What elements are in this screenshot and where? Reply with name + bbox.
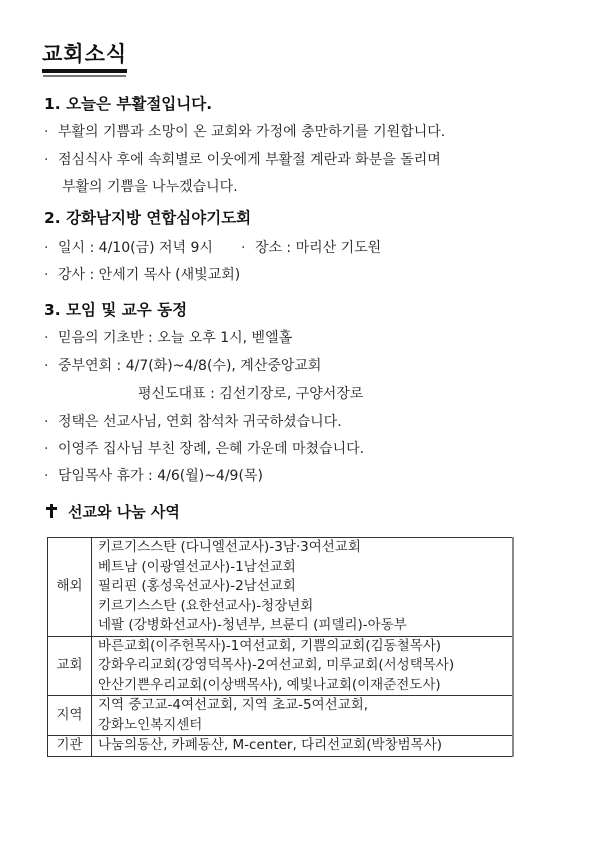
mission-table [47, 537, 514, 757]
bullet: · [44, 441, 49, 457]
bullet: · [240, 240, 246, 256]
list-item: 네팔 (강병화선교사)-청년부, 브룬디 (피델리)-아동부 [98, 617, 407, 633]
category-cell: 기관 [48, 736, 92, 757]
list-item: 강화우리교회(강영덕목사)-2여선교회, 미루교회(서성택목사) [98, 657, 455, 673]
list-item: 바른교회(이주헌목사)-1여선교회, 기쁨의교회(김동철목사) [98, 637, 442, 654]
section-2-heading: 2. 강화남지방 연합심야기도회 [44, 209, 252, 227]
page-title: 교회소식 [42, 42, 127, 73]
event-datetime: 일시 : 4/10(금) 저녁 9시 [58, 240, 213, 256]
list-item: 안산기쁜우리교회(이상백목사), 예빛나교회(이재준전도사) [98, 676, 441, 693]
section-3-line-2: · 중부연회 : 4/7(화)~4/8(수), 계산중앙교회 [44, 358, 322, 374]
list-item: 나눔의동산, 카페동산, M-center, 다리선교회(박창범목사) [98, 737, 443, 753]
table-row [48, 736, 514, 757]
section-1-line-2: · 점심식사 후에 속회별로 이웃에게 부활절 계란과 화분을 돌리며 [44, 152, 441, 168]
list-item: 지역 중고교-4여선교회, 지역 초교-5여선교회, [98, 697, 369, 713]
section-2-line-1 [44, 238, 381, 258]
bullet: · [44, 358, 49, 374]
table-row [48, 636, 514, 696]
section-1-line-3: 부활의 기쁨을 나누겠습니다. [62, 179, 238, 195]
list-item: 키르기스스탄 (다니엘선교사)-3남·3여선교회 [98, 539, 361, 555]
list-item: 강화노인복지센터 [98, 716, 203, 733]
cross-icon [46, 504, 58, 518]
items-cell [92, 736, 514, 757]
section-2-line-2 [44, 265, 240, 285]
bullet: · [44, 468, 49, 484]
items-cell [92, 538, 514, 637]
bullet: · [44, 267, 49, 283]
table-row [48, 696, 514, 736]
list-item: 필리핀 (홍성욱선교사)-2남선교회 [98, 578, 296, 594]
section-3-line-4: · 정택은 선교사님, 연회 참석차 귀국하셨습니다. [44, 414, 342, 430]
section-3-line-5: · 이영주 집사님 부친 장례, 은혜 가운데 마쳤습니다. [44, 441, 365, 457]
mission-heading: 선교와 나눔 사역 [46, 502, 180, 522]
section-3-heading: 3. 모임 및 교우 동정 [44, 301, 188, 319]
section-1-heading: 1. 오늘은 부활절입니다. [44, 95, 213, 113]
bullet: · [44, 414, 49, 430]
bullet: · [44, 330, 49, 346]
table-row [48, 538, 514, 637]
category-cell: 교회 [48, 636, 92, 696]
category-cell: 지역 [48, 696, 92, 736]
section-3-line-1: · 믿음의 기초반 : 오늘 오후 1시, 벧엘홀 [44, 330, 293, 346]
bullet: · [44, 124, 49, 140]
category-cell: 해외 [48, 538, 92, 637]
event-speaker: 강사 : 안세기 목사 (새빛교회) [58, 267, 241, 283]
bullet: · [44, 240, 49, 256]
list-item: 베트남 (이광열선교사)-1남선교회 [98, 558, 296, 575]
section-1-line-1: · 부활의 기쁨과 소망이 온 교회와 가정에 충만하기를 기원합니다. [44, 124, 446, 140]
items-cell [92, 636, 514, 696]
list-item: 키르기스스탄 (요한선교사)-청장년회 [98, 597, 314, 614]
items-cell [92, 696, 514, 736]
event-location: 장소 : 마리산 기도원 [254, 240, 382, 256]
section-3-line-3: 평신도대표 : 김선기장로, 구양서장로 [138, 386, 364, 402]
section-3-line-6: · 담임목사 휴가 : 4/6(월)~4/9(목) [44, 468, 263, 484]
bullet: · [44, 152, 49, 168]
